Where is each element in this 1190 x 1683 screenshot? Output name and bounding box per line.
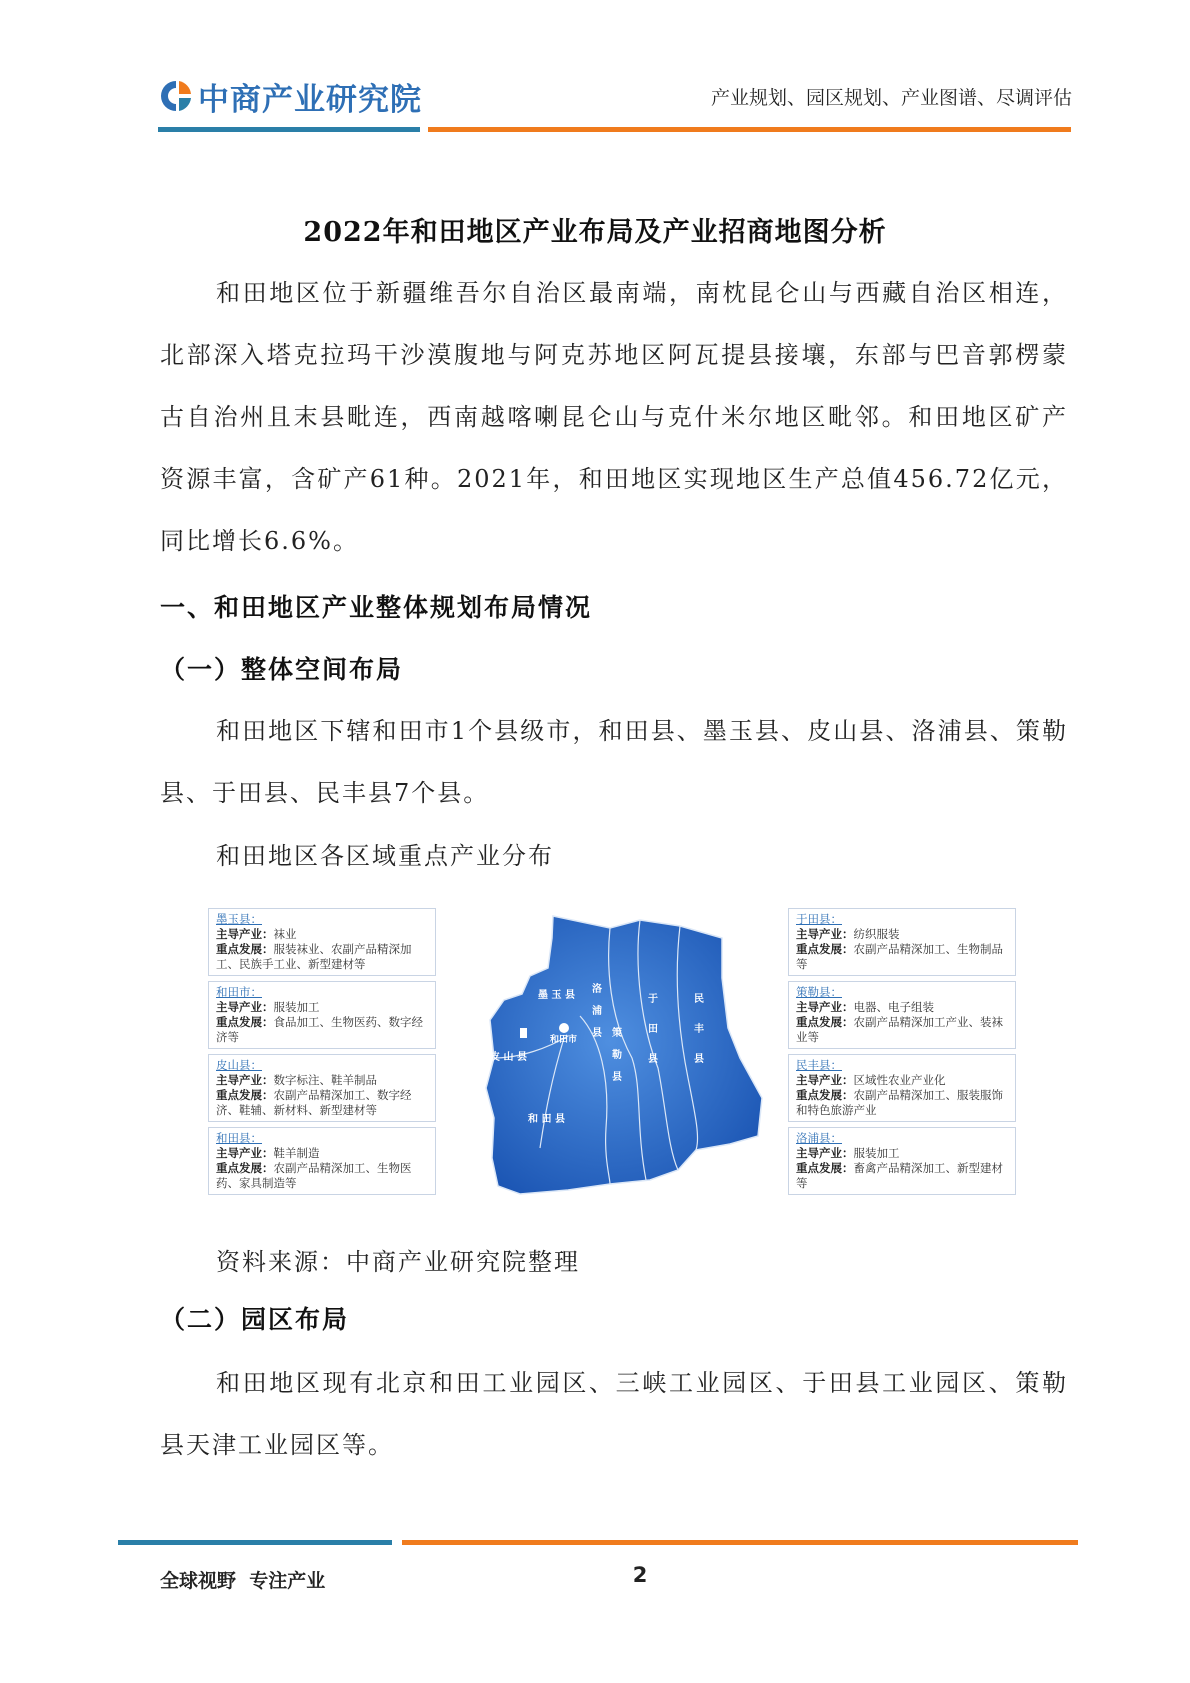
intro-paragraph: 和田地区位于新疆维吾尔自治区最南端，南枕昆仑山与西藏自治区相连，北部深入塔克拉玛干沙漠腹地与阿克苏地区阿瓦提县接壤，东部与巴音郭楞蒙古自治州且末县毗连，西南越喀喇昆仑山与克什米尔地区毗邻。和田地区矿产资源丰富，含矿产61种。2021年，和田地区实现地区生产总值456.72亿元，同比增长6.6%。: [160, 279, 1068, 555]
page-number: 2: [632, 1563, 648, 1587]
info-box-yutian: 于田县： 主导产业：纺织服装 重点发展：农副产品精深加工、生物制品等: [788, 908, 1016, 976]
header-divider-teal: [158, 127, 420, 132]
subsection-heading-parks: （二）园区布局: [160, 1305, 350, 1334]
info-box-hetian-city: 和田市： 主导产业：服装加工 重点发展：食品加工、生物医药、数字经济等: [208, 981, 436, 1049]
footer-slogan: 全球视野 专注产业: [160, 1570, 326, 1592]
label-hetian-city: 和田市: [550, 1035, 578, 1045]
info-box-cele: 策勒县： 主导产业：电器、电子组装 重点发展：农副产品精深加工产业、装袜业等: [788, 981, 1016, 1049]
label-hetian-county: 和 田 县: [528, 1114, 565, 1125]
layout-paragraph: 和田地区下辖和田市1个县级市，和田县、墨玉县、皮山县、洛浦县、策勒县、于田县、民丰县7个县。: [160, 717, 1068, 807]
subsection-heading-layout: （一）整体空间布局: [160, 655, 404, 684]
hetian-city-marker: [559, 1023, 569, 1033]
label-cele-2: 勒: [612, 1050, 622, 1061]
industry-map-figure: [208, 908, 1018, 1198]
label-minfeng-3: 县: [694, 1054, 704, 1065]
section-heading: 一、和田地区产业整体规划布局情况: [160, 593, 593, 622]
label-yutian-2: 田: [648, 1024, 658, 1035]
info-box-minfeng: 民丰县： 主导产业：区域性农业产业化 重点发展：农副产品精深加工、服装服饰和特色旅游产业: [788, 1054, 1016, 1122]
map-region-outline: [486, 916, 762, 1194]
label-minfeng-1: 民: [694, 994, 704, 1005]
label-cele-3: 县: [612, 1072, 622, 1083]
figure-caption: 和田地区各区域重点产业分布: [216, 842, 554, 870]
label-moyu: 墨 玉 县: [538, 990, 575, 1001]
info-box-hetian-county: 和田县： 主导产业：鞋羊制造 重点发展：农副产品精深加工、生物医药、家具制造等: [208, 1127, 436, 1195]
footer-divider-orange: [402, 1540, 1078, 1545]
logo-icon: [158, 78, 194, 114]
header-divider-orange: [428, 127, 1071, 132]
hetian-region-map: [460, 908, 780, 1198]
info-box-pishan: 皮山县： 主导产业：数字标注、鞋羊制品 重点发展：农副产品精深加工、数字经济、鞋辅、新材料、新型建材等: [208, 1054, 436, 1122]
page-title: 2022年和田地区产业布局及产业招商地图分析: [303, 217, 887, 248]
figure-source: 资料来源：中商产业研究院整理: [216, 1248, 580, 1276]
info-box-luopu: 洛浦县： 主导产业：服装加工 重点发展：畜禽产品精深加工、新型建材等: [788, 1127, 1016, 1195]
label-luopu-2: 浦: [592, 1006, 602, 1017]
label-cele-1: 策: [612, 1028, 622, 1039]
label-pishan: 皮 山 县: [490, 1052, 527, 1063]
label-yutian-1: 于: [648, 994, 658, 1005]
map-feature-marker: [520, 1028, 527, 1038]
label-luopu-3: 县: [592, 1028, 602, 1039]
footer-divider-teal: [118, 1540, 392, 1545]
parks-paragraph: 和田地区现有北京和田工业园区、三峡工业园区、于田县工业园区、策勒县天津工业园区等。: [160, 1369, 1068, 1459]
logo-text: 中商产业研究院: [198, 82, 422, 118]
label-luopu-1: 洛: [592, 984, 602, 995]
info-box-moyu: 墨玉县： 主导产业：袜业 重点发展：服装袜业、农副产品精深加工、民族手工业、新型建材等: [208, 908, 436, 976]
label-yutian-3: 县: [648, 1054, 658, 1065]
label-minfeng-2: 丰: [694, 1024, 704, 1035]
header-tagline: 产业规划、园区规划、产业图谱、尽调评估: [710, 87, 1072, 109]
